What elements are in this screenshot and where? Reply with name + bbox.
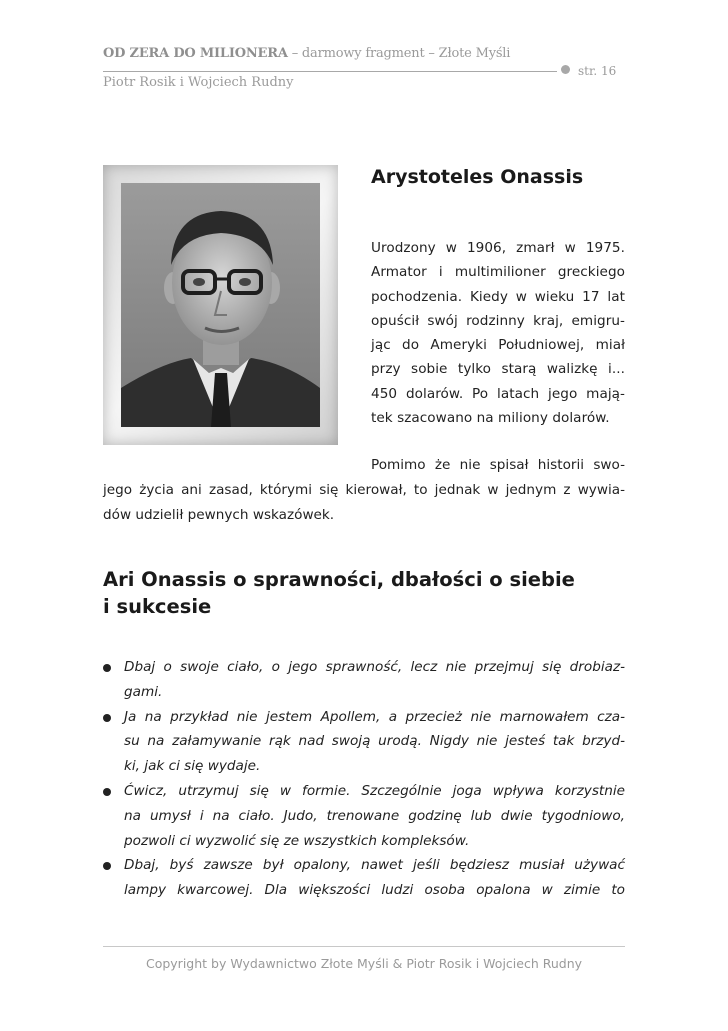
page-number: str. 16 [578, 64, 617, 78]
person-name-heading: Arystoteles Onassis [371, 166, 584, 188]
list-item-line: Ćwicz, utrzymuj się w formie. Szczególnie joga wpływa korzystnie [124, 782, 625, 799]
portrait-photo [121, 183, 320, 427]
bio-line: Armator i multimilioner greckiego [371, 264, 625, 281]
footer-copyright: Copyright by Wydawnictwo Złote Myśli & Piotr Rosik i Wojciech Rudny [145, 956, 583, 971]
list-item-line: Dbaj o swoje ciało, o jego sprawność, lecz nie przejmuj się drobiaz- [124, 659, 625, 675]
list-item-line: na umysł i na ciało. Judo, trenowane godzinę lub dwie tygodniowo, [124, 807, 625, 824]
bullet-icon [103, 714, 111, 722]
running-header-title [103, 46, 510, 61]
list-item-line: pozwoli ci wyzwolić się ze wszystkich kompleksów. [124, 832, 470, 849]
header-authors: Piotr Rosik i Wojciech Rudny [103, 75, 294, 90]
list-item-line: Ja na przykład nie jestem Apollem, a przecież nie marnowałem cza- [124, 708, 625, 725]
bio-line: opuścił swój rodzinny kraj, emigru- [371, 312, 625, 329]
bullet-icon [103, 788, 111, 796]
book-title: OD ZERA DO MILIONERA [103, 46, 288, 61]
bio-line: 450 dolarów. Po latach jego mają- [371, 385, 625, 402]
footer-rule [103, 946, 625, 947]
section-heading [103, 566, 575, 620]
section-heading-line: i sukcesie [103, 595, 212, 618]
bio-line: tek szacowano na miliony dolarów. [371, 410, 610, 427]
portrait-frame [103, 165, 338, 445]
list-item [103, 779, 625, 853]
bio-paragraph [371, 236, 625, 430]
list-item-line: ki, jak ci się wydaje. [124, 758, 261, 775]
bullet-icon [103, 862, 111, 870]
section-heading-line: Ari Onassis o sprawności, dbałości o siebie [103, 568, 575, 591]
paragraph-line: jego życia ani zasad, którymi się kierował, to jednak w jednym z wywia- [103, 482, 625, 498]
header-rule [103, 71, 557, 72]
bio-line: jąc do Ameryki Południowej, miał [371, 337, 625, 354]
paragraph-line: dów udzielił pewnych wskazówek. [103, 507, 335, 523]
intro-paragraph [103, 453, 625, 528]
list-item [103, 705, 625, 779]
paragraph-line: Pomimo że nie spisał historii swo- [371, 457, 625, 473]
bio-line: pochodzenia. Kiedy w wieku 17 lat [371, 288, 625, 305]
bio-line: Urodzony w 1906, zmarł w 1975. [371, 240, 625, 256]
list-item [103, 655, 625, 705]
list-item-line: lampy kwarcowej. Dla większości ludzi osoba opalona w zimie to [124, 882, 625, 899]
list-item [103, 853, 625, 903]
header-bullet-dot [561, 65, 570, 74]
list-item-line: gami. [124, 683, 163, 700]
advice-list [103, 655, 625, 903]
list-item-line: su na załamywanie rąk nad swoją urodą. Nigdy nie jesteś tak brzyd- [124, 733, 625, 750]
bio-line: przy sobie tylko starą walizkę i... [371, 361, 625, 378]
bullet-icon [103, 664, 111, 672]
list-item-line: Dbaj, byś zawsze był opalony, nawet jeśli będziesz musiał używać [124, 857, 625, 874]
header-subtitle: – darmowy fragment – Złote Myśli [287, 46, 511, 61]
